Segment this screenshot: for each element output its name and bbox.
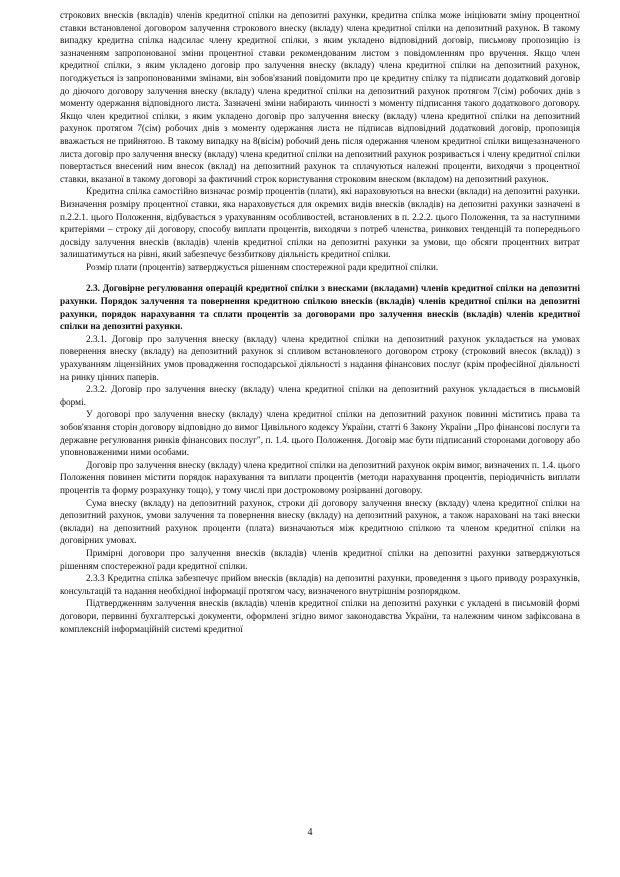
paragraph-deposit-sum: Сума внеску (вкладу) на депозитний рахунок, строки дії договору залучення внеску (вкладу) члена кредитної спілки на депозитний рахунок, умови залучення та повернення внеску (вкладу) на депозитний рахунок, а також нараховані на такі внески (вклади) на депозитний рахунок проценти (плата) визначаються між кредитною спілкою та членом кредитної спілки на договірних умовах.: [60, 498, 580, 547]
paragraph-interest-rate: Кредитна спілка самостійно визначає розмір процентів (плати), які нараховуються на внески (вклади) на депозитні рахунки. Визначення розміру процентної ставки, яка нараховується для окремих видів внесків (вкладів) на депозитні рахунки зазначені в п.2.2.1. цього Положення, відбувається з урахуванням особливостей, встановлених в п. 2.2.2. цього Положення, та за наступними критеріями – строку дії договору, способу виплати процентів, виходячи з потреб членства, ринкових тенденцій та попереднього досвіду залучення внесків (вкладів) членів кредитної спілки на депозитні рахунки за умови, що обсяги процентних витрат залишатимуться на рівні, який забезпечує беззбиткову діяльність кредитної спілки.: [60, 187, 580, 261]
paragraph-interest-change: строкових внесків (вкладів) членів кредитної спілки на депозитні рахунки, кредитна спілка може ініціювати зміну процентної ставки встановленої договором залучення строкового внеску (вкладу) члена кредитної спілки на депозитний рахунок. В такому випадку кредитна спілка надсилає члену кредитної спілки, з яким укладено відповідний договір, письмову пропозицію із зазначенням запропонованої зміни процентної ставки рекомендованим листом з повідомленням про вручення. Якщо член кредитної спілки, з яким укладено договір про залучення внеску (вкладу) члена кредитної спілки на депозитний рахунок, погоджується із запропонованими змінами, він зобов'язаний повідомити про це кредитну спілку та підписати додатковий договір до діючого договору залучення внеску (вкладу) члена кредитної спілки на депозитний рахунок протягом 7(сім) робочих днів з моменту одержання відповідного листа. Зазначені зміни набирають чинності з моменту підписання такого додаткового договору. Якщо член кредитної спілки, з яким укладено договір про залучення внеску (вкладу) члена кредитної спілки на депозитний рахунок протягом 7(сім) робочих днів з моменту одержання листа не підписав відповідний додатковий договір, пропозиція вважається не прийнятою. В такому випадку на 8(вісім) робочий день після одержання членом кредитної спілки вищезазначеного листа договір про залучення внеску (вкладу) члена кредитної спілки на депозитний рахунок розривається і члену кредитної спілки повертається внесений ним внесок (вклад) на депозитний рахунок та сплачуються належні проценти, виходячи з процентної ставки, вказаної в такому договорі за фактичний строк користування строковим внеском (вкладом) на депозитний рахунок.: [60, 11, 580, 185]
paragraph-contract-rights: У договорі про залучення внеску (вкладу) члена кредитної спілки на депозитний рахунок повинні міститись права та зобов'язання сторін договору відповідно до вимог Цивільного кодексу України, статті 6 Закону України „Про фінансові послуги та державне регулювання ринків фінансових послуг", п. 1.4. цього Положення. Договір має бути підписаний сторонами договору або уповноваженими ними особами.: [60, 410, 580, 459]
paragraph-sample-contracts: Примірні договори про залучення внесків (вкладів) членів кредитної спілки на депозитні рахунки затверджуються рішенням спостережної ради кредитної спілки.: [60, 548, 580, 572]
paragraph-2-3-2: 2.3.2. Договір про залучення внеску (вкладу) члена кредитної спілки на депозитний рахунок укладається в письмовій формі.: [60, 385, 580, 408]
document-page: [60, 10, 580, 636]
page-number: 4: [307, 827, 313, 838]
paragraph-fee-approval: Розмір плати (процентів) затверджується рішенням спостережної ради кредитної спілки.: [86, 262, 439, 273]
spacer: [60, 274, 580, 283]
paragraph-2-3-3: 2.3.3 Кредитна спілка забезпечує прийом внесків (вкладів) на депозитні рахунки, проведення з цього приводу розрахунків, консультацій та надання необхідної інформації протягом часу, визначеного внутрішнім розпорядком.: [60, 574, 580, 597]
section-heading-2-3: 2.3. Договірне регулювання операцій кредитної спілки з внесками (вкладами) членів кредитної спілки на депозитні рахунки. Порядок залучення та повернення кредитною спілкою внесків (вкладів) членів кредитної спілки на депозитні рахунки, порядок нарахування та сплати процентів за договорами про залучення внесків (вкладів) членів кредитної спілки на депозитні рахунки.: [60, 284, 580, 333]
paragraph-contract-interest: Договір про залучення внеску (вкладу) члена кредитної спілки на депозитний рахунок окрім вимог, визначених п. 1.4. цього Положення повинен містити порядок нарахування та виплати процентів (методи нарахування процентів, періодичність виплати процентів та форму розрахунку тощо), у тому числі при достроковому розірванні договору.: [60, 460, 580, 496]
paragraph-2-3-1: 2.3.1. Договір про залучення внеску (вкладу) члена кредитної спілки на депозитний рахунок укладається на умовах повернення внеску (вкладу) на депозитний рахунок зі спливом встановленого договором строку (строковий внесок (вклад)) з урахуванням ліцензійних умов провадження господарської діяльності з надання фінансових послуг (крім професійної діяльності на ринку цінних паперів.: [60, 334, 580, 383]
paragraph-confirmation: Підтвердженням залучення внесків (вкладів) членів кредитної спілки на депозитні рахунки є укладені в письмовій формі договори, первинні бухгалтерські документи, оформлені згідно вимог законодавства України, та належним чином зафіксована в комплексній інформаційній системі кредитної: [60, 599, 580, 635]
